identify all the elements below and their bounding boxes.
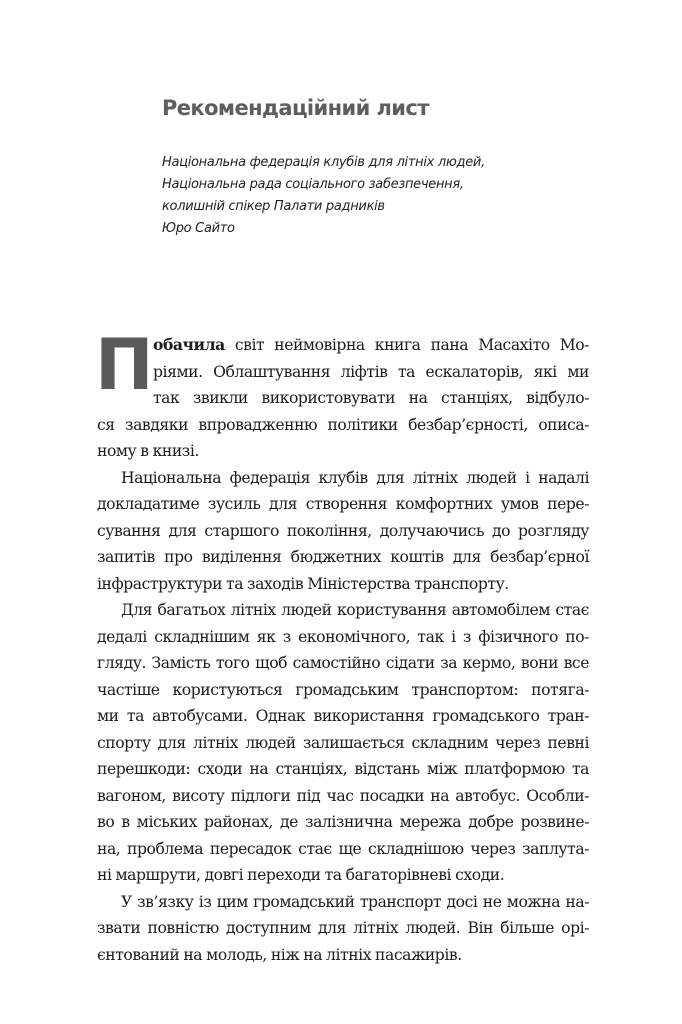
- body-line: У зв’язку із цим громадський транспорт досі не можна на-: [121, 892, 589, 911]
- author-name: Юро Сайто: [162, 221, 235, 236]
- body-line: на, проблема пересадок стає ще складнішою через заплута-: [97, 839, 589, 858]
- opening-bold-word: обачила: [153, 335, 225, 354]
- drop-cap-letter: П: [95, 324, 154, 406]
- body-line: во в міських районах, де залізнична мережа добре розвине-: [97, 813, 589, 831]
- body-line: ному в книзі.: [97, 442, 199, 460]
- body-line: спорту для літніх людей залишається складним через певні: [97, 733, 589, 752]
- body-line: ся завдяки впровадженню політики безбар’єрності, описа-: [97, 415, 589, 434]
- body-line: ріями. Облаштування ліфтів та ескалаторів, які ми: [153, 362, 589, 381]
- body-line: єнтований на молодь, ніж на літніх пасажирів.: [97, 945, 462, 964]
- body-line: вагоном, висоту підлоги під час посадки на автобус. Особли-: [97, 786, 589, 805]
- body-line: інфраструктури та заходів Міністерства транспорту.: [97, 574, 509, 593]
- body-line: запитів про виділення бюджетних коштів для безбар’єрної: [97, 548, 589, 566]
- letter-body: [95, 324, 589, 968]
- body-line: звати повністю доступним для літніх людей. Він більше орі-: [97, 919, 589, 937]
- author-credits: [162, 152, 485, 240]
- body-line: дедалі складнішим як з економічного, так і з фізичного по-: [97, 627, 589, 646]
- body-line: [97, 332, 589, 359]
- body-line: перешкоди: сходи на станціях, відстань між платформою та: [97, 760, 589, 778]
- author-credit-line: колишній спікер Палати радників: [162, 199, 385, 214]
- body-line: докладатиме зусиль для створення комфортних умов пере-: [97, 495, 589, 513]
- author-credit-line: Національна рада соціального забезпечення,: [162, 177, 464, 192]
- body-line: гляду. Замість того щоб самостійно сідати за кермо, вони все: [97, 654, 589, 672]
- page-title: Рекомендаційний лист: [162, 96, 429, 120]
- body-line: сування для старшого покоління, долучаючись до розгляду: [97, 521, 589, 540]
- body-line: Для багатьох літніх людей користування автомобілем стає: [121, 601, 589, 619]
- author-credit-line: Національна федерація клубів для літніх людей,: [162, 155, 485, 170]
- body-line-text: світ неймовірна книга пана Масахіто Мо-: [224, 336, 589, 354]
- body-line: Національна федерація клубів для літніх людей і надалі: [121, 468, 589, 487]
- body-line: ми та автобусами. Однак використання громадського тран-: [97, 707, 589, 725]
- body-line: так звикли використовувати на станціях, відбуло-: [153, 389, 589, 407]
- body-line: частіше користуються громадським транспортом: потяга-: [97, 680, 589, 699]
- body-line: ні маршрути, довгі переходи та багаторівневі сходи.: [97, 866, 505, 884]
